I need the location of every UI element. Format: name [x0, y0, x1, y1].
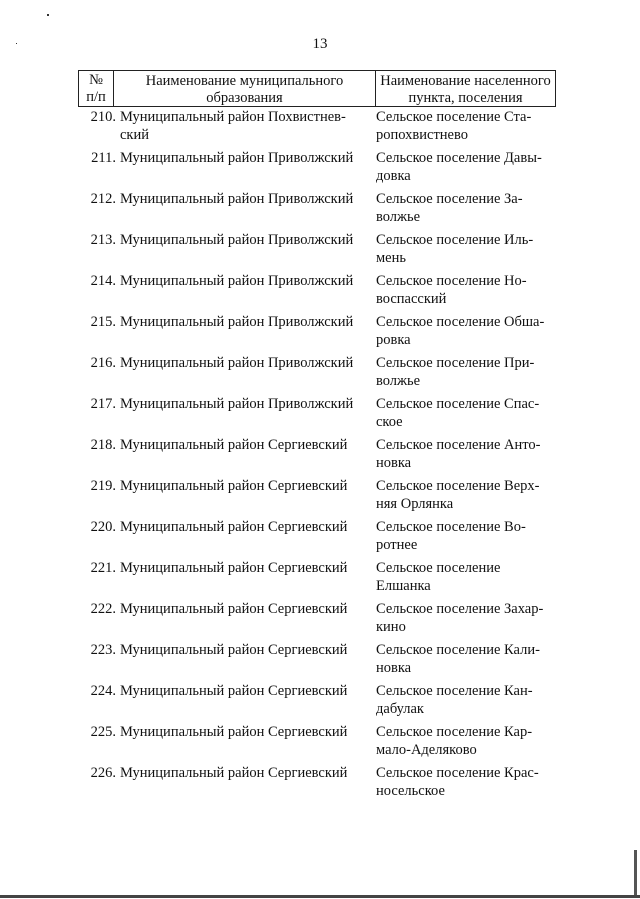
table-row: [0, 559, 640, 599]
table-row: [0, 149, 640, 189]
row-settlement: Сельское поселение Во- ротнее: [376, 519, 526, 553]
row-number: 211.: [91, 150, 116, 166]
row-settlement: Сельское поселение Кар- мало-Аделяково: [376, 724, 533, 758]
row-municipality: Муниципальный район Сергиевский: [120, 724, 348, 740]
row-settlement: Сельское поселение Давы- довка: [376, 150, 542, 184]
row-settlement: Сельское поселение Ста- ропохвистнево: [376, 109, 532, 143]
row-number: 218.: [90, 437, 116, 453]
scan-speck: [47, 14, 49, 16]
row-municipality: Муниципальный район Сергиевский: [120, 519, 348, 535]
row-number: 225.: [90, 724, 116, 740]
row-settlement: Сельское поселение За- волжье: [376, 191, 523, 225]
row-municipality: Муниципальный район Приволжский: [120, 191, 354, 207]
table-row: [0, 641, 640, 681]
row-municipality: Муниципальный район Сергиевский: [120, 478, 348, 494]
row-number: 226.: [90, 765, 116, 781]
table-header: [78, 70, 556, 107]
row-municipality: Муниципальный район Сергиевский: [120, 765, 348, 781]
row-municipality: Муниципальный район Сергиевский: [120, 601, 348, 617]
row-settlement: Сельское поселение Иль- мень: [376, 232, 534, 266]
table-row: [0, 723, 640, 763]
table-row: [0, 190, 640, 230]
row-settlement: Сельское поселение При- волжье: [376, 355, 535, 389]
row-number: 221.: [90, 560, 116, 576]
row-municipality: Муниципальный район Сергиевский: [120, 437, 348, 453]
row-municipality: Муниципальный район Сергиевский: [120, 560, 348, 576]
header-municipality-column: Наименование муниципального образования: [114, 71, 376, 106]
row-municipality: Муниципальный район Приволжский: [120, 314, 354, 330]
table-row: [0, 231, 640, 271]
row-settlement: Сельское поселение Спас- ское: [376, 396, 540, 430]
row-settlement: Сельское поселение Крас- носельское: [376, 765, 539, 799]
table-row: [0, 518, 640, 558]
row-municipality: Муниципальный район Приволжский: [120, 355, 354, 371]
table-row: [0, 764, 640, 804]
row-municipality: Муниципальный район Сергиевский: [120, 683, 348, 699]
row-number: 220.: [90, 519, 116, 535]
table-row: [0, 272, 640, 312]
row-settlement: Сельское поселение Но- воспасский: [376, 273, 527, 307]
row-number: 223.: [90, 642, 116, 658]
row-settlement: Сельское поселение Елшанка: [376, 560, 501, 594]
table-row: [0, 313, 640, 353]
table-row: [0, 600, 640, 640]
row-number: 224.: [90, 683, 116, 699]
row-municipality: Муниципальный район Приволжский: [120, 396, 354, 412]
row-settlement: Сельское поселение Кали- новка: [376, 642, 540, 676]
table-row: [0, 108, 640, 148]
row-settlement: Сельское поселение Кан- дабулак: [376, 683, 533, 717]
row-number: 210.: [90, 109, 116, 125]
row-municipality: Муниципальный район Приволжский: [120, 150, 354, 166]
scan-bottom-edge: [0, 895, 640, 898]
row-municipality: Муниципальный район Приволжский: [120, 232, 354, 248]
table-row: [0, 436, 640, 476]
header-settlement-column: Наименование населенного пункта, поселения: [380, 72, 551, 106]
row-settlement: Сельское поселение Верх- няя Орлянка: [376, 478, 540, 512]
row-number: 217.: [90, 396, 116, 412]
row-number: 213.: [90, 232, 116, 248]
row-settlement: Сельское поселение Захар- кино: [376, 601, 544, 635]
row-number: 215.: [90, 314, 116, 330]
row-settlement: Сельское поселение Обша- ровка: [376, 314, 545, 348]
row-municipality: Муниципальный район Похвистнев- ский: [120, 109, 346, 143]
table-row: [0, 354, 640, 394]
row-number: 214.: [90, 273, 116, 289]
row-municipality: Муниципальный район Приволжский: [120, 273, 354, 289]
row-settlement: Сельское поселение Анто- новка: [376, 437, 541, 471]
page-number: 13: [312, 36, 328, 52]
table-row: [0, 682, 640, 722]
row-municipality: Муниципальный район Сергиевский: [120, 642, 348, 658]
table-row: [0, 477, 640, 517]
row-number: 219.: [90, 478, 116, 494]
scan-edge-mark: [634, 850, 637, 896]
row-number: 212.: [90, 191, 116, 207]
table-row: [0, 395, 640, 435]
header-number-column: № п/п: [79, 71, 114, 106]
row-number: 216.: [90, 355, 116, 371]
row-number: 222.: [90, 601, 116, 617]
